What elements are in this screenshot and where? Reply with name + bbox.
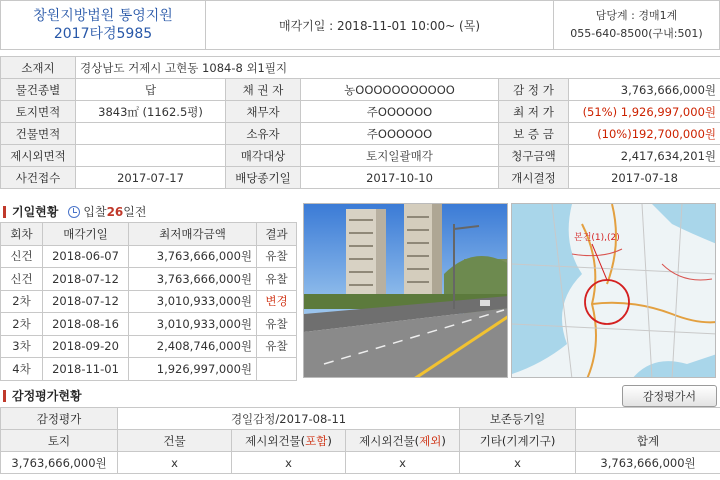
round: 신건 (1, 245, 43, 268)
info-label: 감 정 가 (499, 79, 569, 101)
min-price: 3,763,666,000원 (129, 268, 257, 291)
info-label: 청구금액 (499, 145, 569, 167)
history-title: 기일현황 (12, 205, 59, 219)
date: 2018-07-12 (43, 268, 129, 291)
property-type: 답 (76, 79, 226, 101)
building-value: x (118, 452, 232, 474)
round: 신건 (1, 268, 43, 291)
history-header: 최저매각금액 (129, 223, 257, 246)
location-value: 경상남도 거제시 고현동 1084-8 외1필지 (76, 57, 720, 79)
auction-date: 매각기일 : 2018-11-01 10:00~ (목) (206, 1, 554, 49)
history-section-title (3, 203, 146, 220)
round: 2차 (1, 313, 43, 336)
sale-target: 토지일괄매각 (301, 145, 499, 167)
info-label: 배당종기일 (226, 167, 301, 189)
owner: 주OOOOOO (301, 123, 499, 145)
history-header: 매각기일 (43, 223, 129, 246)
appraiser-value: 경일감정/2017-08-11 (118, 408, 460, 430)
case-header (0, 0, 720, 50)
section-marker (3, 390, 6, 402)
appraisal-title: 감정평가현황 (12, 389, 82, 403)
registration-label: 보존등기일 (460, 408, 576, 430)
table-row (1, 268, 297, 291)
appraisal-header: 기타(기계기구) (460, 430, 576, 452)
property-info-table (0, 56, 720, 189)
map-image (512, 204, 716, 378)
result: 유찰 (257, 313, 297, 336)
date: 2018-07-12 (43, 290, 129, 313)
case-received: 2017-07-17 (76, 167, 226, 189)
result: 유찰 (257, 335, 297, 358)
phone: 055-640-8500(구내:501) (570, 27, 703, 40)
result: 유찰 (257, 268, 297, 291)
date: 2018-09-20 (43, 335, 129, 358)
days-count: 26 (106, 205, 124, 219)
date: 2018-08-16 (43, 313, 129, 336)
creditor: 농OOOOOOOOOOO (301, 79, 499, 101)
info-label: 매각대상 (226, 145, 301, 167)
table-row (1, 452, 720, 474)
machinery-value: x (460, 452, 576, 474)
appraisal-header: 토지 (1, 430, 118, 452)
info-label: 토지면적 (1, 101, 76, 123)
extra-included-value: x (232, 452, 346, 474)
days-remaining: 입찰26일전 (83, 205, 147, 219)
round: 3차 (1, 335, 43, 358)
min-price: 2,408,746,000원 (129, 335, 257, 358)
building-area (76, 123, 226, 145)
department: 담당계 : 경매1계 (595, 9, 678, 22)
round: 4차 (1, 358, 43, 381)
location-map[interactable] (511, 203, 716, 378)
min-price: 3,010,933,000원 (129, 290, 257, 313)
table-row (1, 245, 297, 268)
min-price: 3,010,933,000원 (129, 313, 257, 336)
map-marker-label: 본건(1),(2) (574, 233, 620, 243)
result: 변경 (257, 290, 297, 313)
total-value: 3,763,666,000원 (576, 452, 720, 474)
court-name: 창원지방법원 통영지원 (33, 8, 173, 24)
history-header: 회차 (1, 223, 43, 246)
deposit: (10%)192,700,000원 (569, 123, 720, 145)
history-header: 결과 (257, 223, 297, 246)
department-block (554, 1, 719, 49)
info-label: 제시외면적 (1, 145, 76, 167)
appraisal-header: 제시외건물(제외) (346, 430, 460, 452)
appraiser-label: 감정평가 (1, 408, 118, 430)
property-photo[interactable] (303, 203, 508, 378)
land-area: 3843㎡ (1162.5평) (76, 101, 226, 123)
appraisal-section-title (3, 387, 82, 404)
date: 2018-06-07 (43, 245, 129, 268)
appraisal-header: 제시외건물(포함) (232, 430, 346, 452)
info-label: 채 권 자 (226, 79, 301, 101)
table-row (1, 335, 297, 358)
minimum-price: (51%) 1,926,997,000원 (569, 101, 720, 123)
street-photo-image (304, 204, 508, 378)
info-label: 물건종별 (1, 79, 76, 101)
extra-excluded-value: x (346, 452, 460, 474)
registration-value (576, 408, 720, 430)
table-row (1, 358, 297, 381)
location-label: 소재지 (1, 57, 76, 79)
info-label: 보 증 금 (499, 123, 569, 145)
info-label: 소유자 (226, 123, 301, 145)
appraisal-report-button[interactable]: 감정평가서 (622, 385, 717, 407)
min-price: 1,926,997,000원 (129, 358, 257, 381)
appraisal-header: 합계 (576, 430, 720, 452)
extra-area (76, 145, 226, 167)
section-marker (3, 206, 6, 218)
result (257, 358, 297, 381)
debtor: 주OOOOOO (301, 101, 499, 123)
info-label: 건물면적 (1, 123, 76, 145)
table-row (1, 313, 297, 336)
court-block (1, 1, 206, 49)
info-label: 개시결정 (499, 167, 569, 189)
auction-history-table (0, 222, 297, 381)
commencement-decision: 2017-07-18 (569, 167, 720, 189)
date: 2018-11-01 (43, 358, 129, 381)
info-label: 사건접수 (1, 167, 76, 189)
clock-icon (68, 206, 80, 218)
claim-amount: 2,417,634,201원 (569, 145, 720, 167)
appraisal-price: 3,763,666,000원 (569, 79, 720, 101)
appraisal-header: 건물 (118, 430, 232, 452)
min-price: 3,763,666,000원 (129, 245, 257, 268)
result: 유찰 (257, 245, 297, 268)
appraisal-table (0, 407, 720, 474)
dividend-deadline: 2017-10-10 (301, 167, 499, 189)
land-value: 3,763,666,000원 (1, 452, 118, 474)
info-label: 최 저 가 (499, 101, 569, 123)
case-number: 2017타경5985 (53, 26, 153, 42)
info-label: 채무자 (226, 101, 301, 123)
table-row (1, 290, 297, 313)
round: 2차 (1, 290, 43, 313)
